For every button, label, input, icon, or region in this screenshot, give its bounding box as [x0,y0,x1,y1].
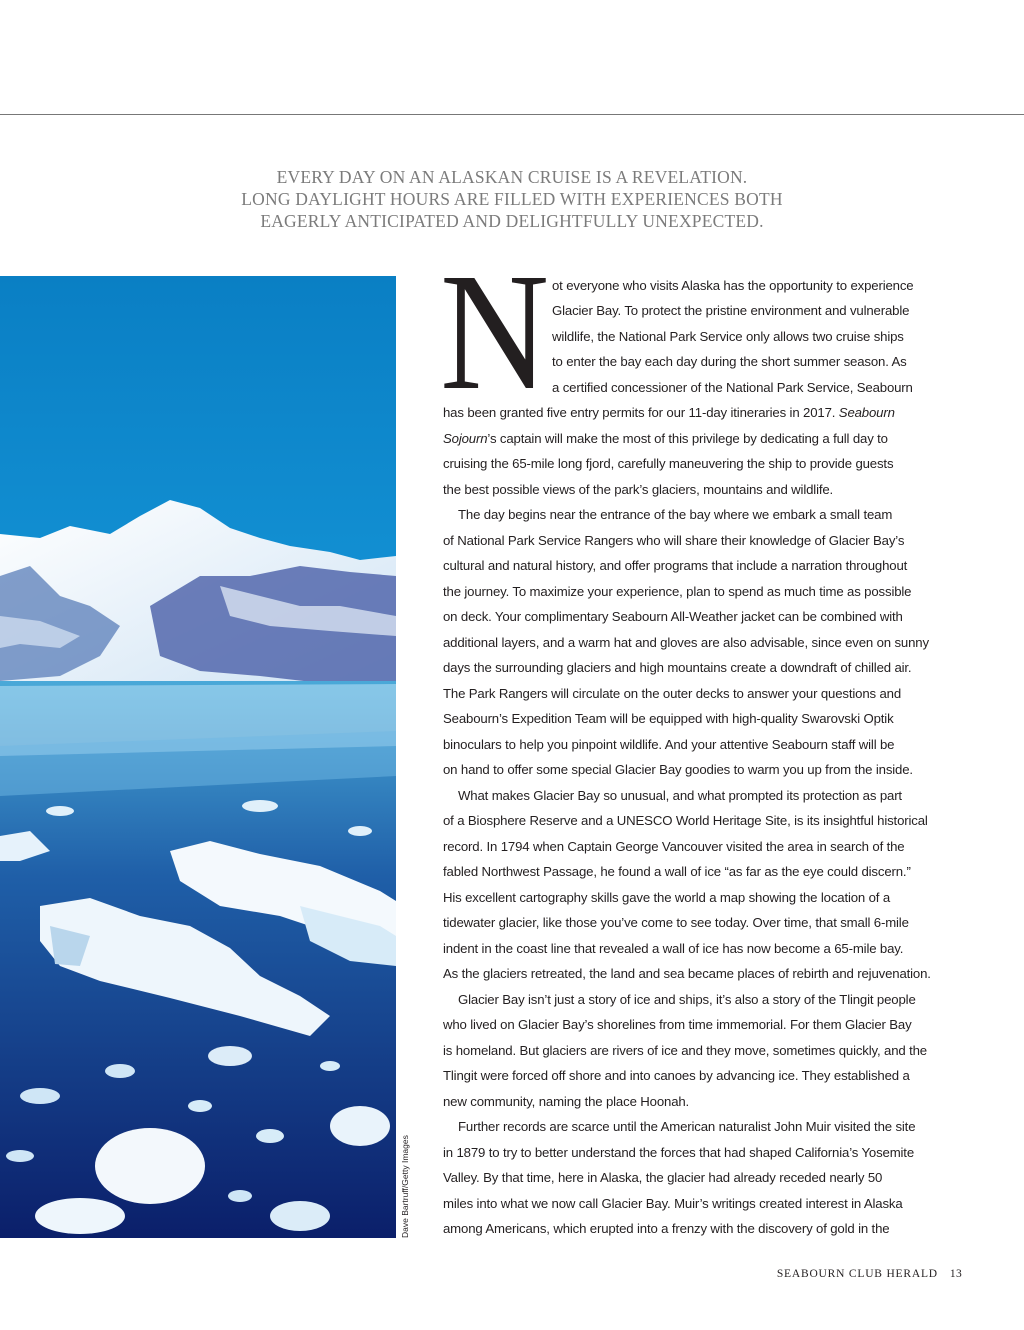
article-line-text: ’s captain will make the most of this privilege by dedicating a full day to [487,431,888,446]
article-line-text: has been granted five entry permits for our 11-day itineraries in 2017. [443,405,836,420]
photo-credit: Dave Bartruff/Getty Images [400,1135,410,1238]
glacier-bay-photo [0,276,396,1238]
deck-line: EAGERLY ANTICIPATED AND DELIGHTFULLY UNEXPECTED. [260,211,764,231]
ship-name: Sojourn [443,431,488,446]
article-line: What makes Glacier Bay so unusual, and what prompted its protection as part [458,788,902,803]
article-line [443,426,888,451]
deck-line: LONG DAYLIGHT HOURS ARE FILLED WITH EXPERIENCES BOTH [241,189,783,209]
article-line: among Americans, which erupted into a frenzy with the discovery of gold in the [443,1221,890,1236]
article-line: As the glaciers retreated, the land and sea became places of rebirth and rejuvenation. [443,966,931,981]
article-line: record. In 1794 when Captain George Vancouver visited the area in search of the [443,839,905,854]
article-line: Glacier Bay isn’t just a story of ice and ships, it’s also a story of the Tlingit people [458,992,916,1007]
article-line: wildlife, the National Park Service only allows two cruise ships [552,329,904,344]
article-line: who lived on Glacier Bay’s shorelines from time immemorial. For them Glacier Bay [443,1017,912,1032]
article-line: is homeland. But glaciers are rivers of ice and they move, sometimes quickly, and the [443,1043,927,1058]
article-line: fabled Northwest Passage, he found a wall of ice “as far as the eye could discern.” [443,864,911,879]
article-line: Further records are scarce until the American naturalist John Muir visited the site [458,1119,916,1134]
article-line: indent in the coast line that revealed a wall of ice has now become a 65-mile bay. [443,941,904,956]
article-line: the journey. To maximize your experience, plan to spend as much time as possible [443,584,912,599]
article-line: His excellent cartography skills gave the world a map showing the location of a [443,890,891,905]
page-footer [777,1268,962,1280]
article-line: miles into what we now call Glacier Bay. Muir’s writings created interest in Alaska [443,1196,903,1211]
deck-headline [0,166,1024,232]
article-line: The day begins near the entrance of the bay where we embark a small team [458,507,893,522]
page-number: 13 [949,1268,962,1280]
publication-name: SEABOURN CLUB HERALD [776,1268,938,1280]
ship-name: Seabourn [838,405,895,420]
top-rule [0,114,1024,115]
article-line: of National Park Service Rangers who will share their knowledge of Glacier Bay’s [443,533,905,548]
article-line: binoculars to help you pinpoint wildlife. And your attentive Seabourn staff will be [443,737,895,752]
article-line: on deck. Your complimentary Seabourn All-Weather jacket can be combined with [443,609,903,624]
article-line: The Park Rangers will circulate on the outer decks to answer your questions and [443,686,902,701]
article-line: to enter the bay each day during the short summer season. As [552,354,907,369]
article-line: cultural and natural history, and offer programs that include a narration throughout [443,558,908,573]
article-line: Glacier Bay. To protect the pristine environment and vulnerable [552,303,910,318]
article-line: tidewater glacier, like those you’ve come to see today. Over time, that small 6-mile [443,915,909,930]
article-line: new community, naming the place Hoonah. [443,1094,690,1109]
article-line: Valley. By that time, here in Alaska, the glacier had already receded nearly 50 [443,1170,883,1185]
article-line: ot everyone who visits Alaska has the opportunity to experience [552,278,914,293]
article-line: Seabourn’s Expedition Team will be equipped with high-quality Swarovski Optik [443,711,894,726]
article-line: Tlingit were forced off shore and into canoes by advancing ice. They established a [443,1068,910,1083]
deck-line: EVERY DAY ON AN ALASKAN CRUISE IS A REVELATION. [276,167,748,187]
article-line: additional layers, and a warm hat and gloves are also advisable, since even on sunny [443,635,929,650]
article-line: the best possible views of the park’s glaciers, mountains and wildlife. [443,482,834,497]
article-line: on hand to offer some special Glacier Bay goodies to warm you up from the inside. [443,762,913,777]
article-line: days the surrounding glaciers and high mountains create a downdraft of chilled air. [443,660,912,675]
article-line: a certified concessioner of the National Park Service, Seabourn [552,380,913,395]
drop-cap: N [440,239,550,425]
article-line: of a Biosphere Reserve and a UNESCO World Heritage Site, is its insightful historical [443,813,928,828]
article-line: cruising the 65-mile long fjord, carefully maneuvering the ship to provide guests [443,456,894,471]
article-line [443,400,895,425]
article-line: in 1879 to try to better understand the forces that had shaped California’s Yosemite [443,1145,915,1160]
